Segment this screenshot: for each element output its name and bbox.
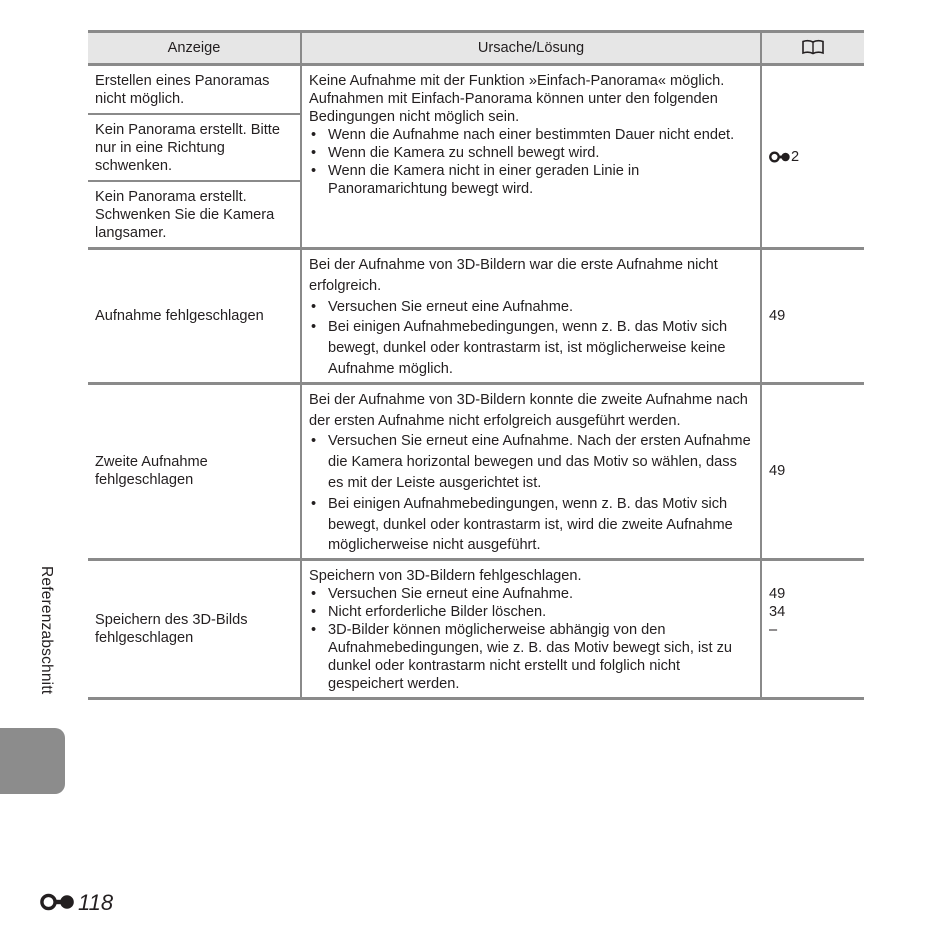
page-number-footer [40,890,113,916]
page-ref-cell [761,383,864,559]
list-item: • Wenn die Aufnahme nach einer bestimmten Dauer nicht endet. [309,126,754,144]
display-cell [88,65,301,115]
reference-section-icon [769,151,791,163]
table-header-row [88,32,864,65]
list-item: • Versuchen Sie erneut eine Aufnahme. [309,297,754,318]
section-tab-marker [0,728,65,794]
cause-text: Bei der Aufnahme von 3D-Bildern konnte die zweite Aufnahme nach der ersten Aufnahme nicht erfolgreich ausgeführt werden. [309,391,748,429]
page-reference-link[interactable]: 49 [769,307,786,324]
cause-intro: Aufnahmen mit Einfach-Panorama können unter den folgenden Bedingungen nicht möglich sein. [309,91,718,125]
display-text: Speichern des 3D-Bilds fehlgeschlagen [95,612,248,647]
display-text: Aufnahme fehlgeschlagen [95,307,264,324]
cause-text: Speichern von 3D-Bildern fehlgeschlagen. [309,568,582,585]
page-number: 118 [78,890,114,915]
display-cell [88,114,301,181]
page-ref-cell [761,560,864,699]
table-row [88,560,864,699]
display-text: Erstellen eines Panoramas nicht möglich. [95,72,270,107]
table-row [88,383,864,559]
list-item: • Wenn die Kamera nicht in einer geraden Linie in Panoramarichtung bewegt wird. [309,162,754,198]
list-item: • Bei einigen Aufnahmebedingungen, wenn z. B. das Motiv sich bewegt, dunkel oder kontrastarm ist, wird die zweite Aufnahme möglicherweise nicht ausgeführt. [309,494,754,556]
book-reference-icon [801,39,825,55]
column-header-display: Anzeige [88,32,301,65]
list-item: • Nicht erforderliche Bilder löschen. [309,603,754,621]
page-reference-dash: – [769,622,778,639]
table-row [88,249,864,384]
column-header-cause: Ursache/Lösung [301,32,761,65]
display-text: Kein Panorama erstellt. Bitte nur in eine Richtung schwenken. [95,121,280,174]
cause-cell [301,383,761,559]
page-ref-cell [761,249,864,384]
cause-title: Keine Aufnahme mit der Funktion »Einfach-Panorama« möglich. [309,73,725,89]
cause-list [309,431,754,556]
column-header-page [761,32,864,65]
page-reference-link[interactable]: 34 [769,604,786,621]
table-row [88,65,864,115]
section-side-label: Referenzabschnitt [38,566,55,695]
list-item: • Bei einigen Aufnahmebedingungen, wenn z. B. das Motiv sich bewegt, dunkel oder kontrastarm ist, ist möglicherweise keine Aufnahme möglich. [309,317,754,379]
list-item: • Versuchen Sie erneut eine Aufnahme. Nach der ersten Aufnahme die Kamera horizontal bewegen und das Motiv so wählen, dass es mit der Leiste ausgerichtet ist. [309,431,754,493]
reference-link[interactable] [769,149,799,165]
display-cell [88,560,301,699]
cause-cell [301,65,761,249]
display-cell [88,181,301,249]
reference-number: 2 [791,148,800,165]
page-reference-link[interactable]: 49 [769,463,786,480]
list-item: • Wenn die Kamera zu schnell bewegt wird. [309,144,754,162]
cause-cell [301,249,761,384]
page-ref-cell [761,65,864,249]
cause-text: Bei der Aufnahme von 3D-Bildern war die erste Aufnahme nicht erfolgreich. [309,257,718,294]
page-reference-link[interactable]: 49 [769,586,786,603]
list-item: • Versuchen Sie erneut eine Aufnahme. [309,585,754,603]
display-text: Zweite Aufnahme fehlgeschlagen [95,454,208,489]
cause-list [309,297,754,380]
error-message-table [88,30,864,700]
cause-cell [301,560,761,699]
reference-section-icon [40,893,76,911]
display-cell [88,249,301,384]
display-text: Kein Panorama erstellt. Schwenken Sie die Kamera langsamer. [95,188,275,241]
display-cell [88,383,301,559]
cause-list [309,126,754,198]
cause-list [309,585,754,693]
list-item: • 3D-Bilder können möglicherweise abhängig von den Aufnahmebedingungen, wie z. B. das Motiv bewegt sich, ist zu dunkel oder kontrastarm nicht erstellt und folglich nicht gespeichert werden. [309,621,754,693]
